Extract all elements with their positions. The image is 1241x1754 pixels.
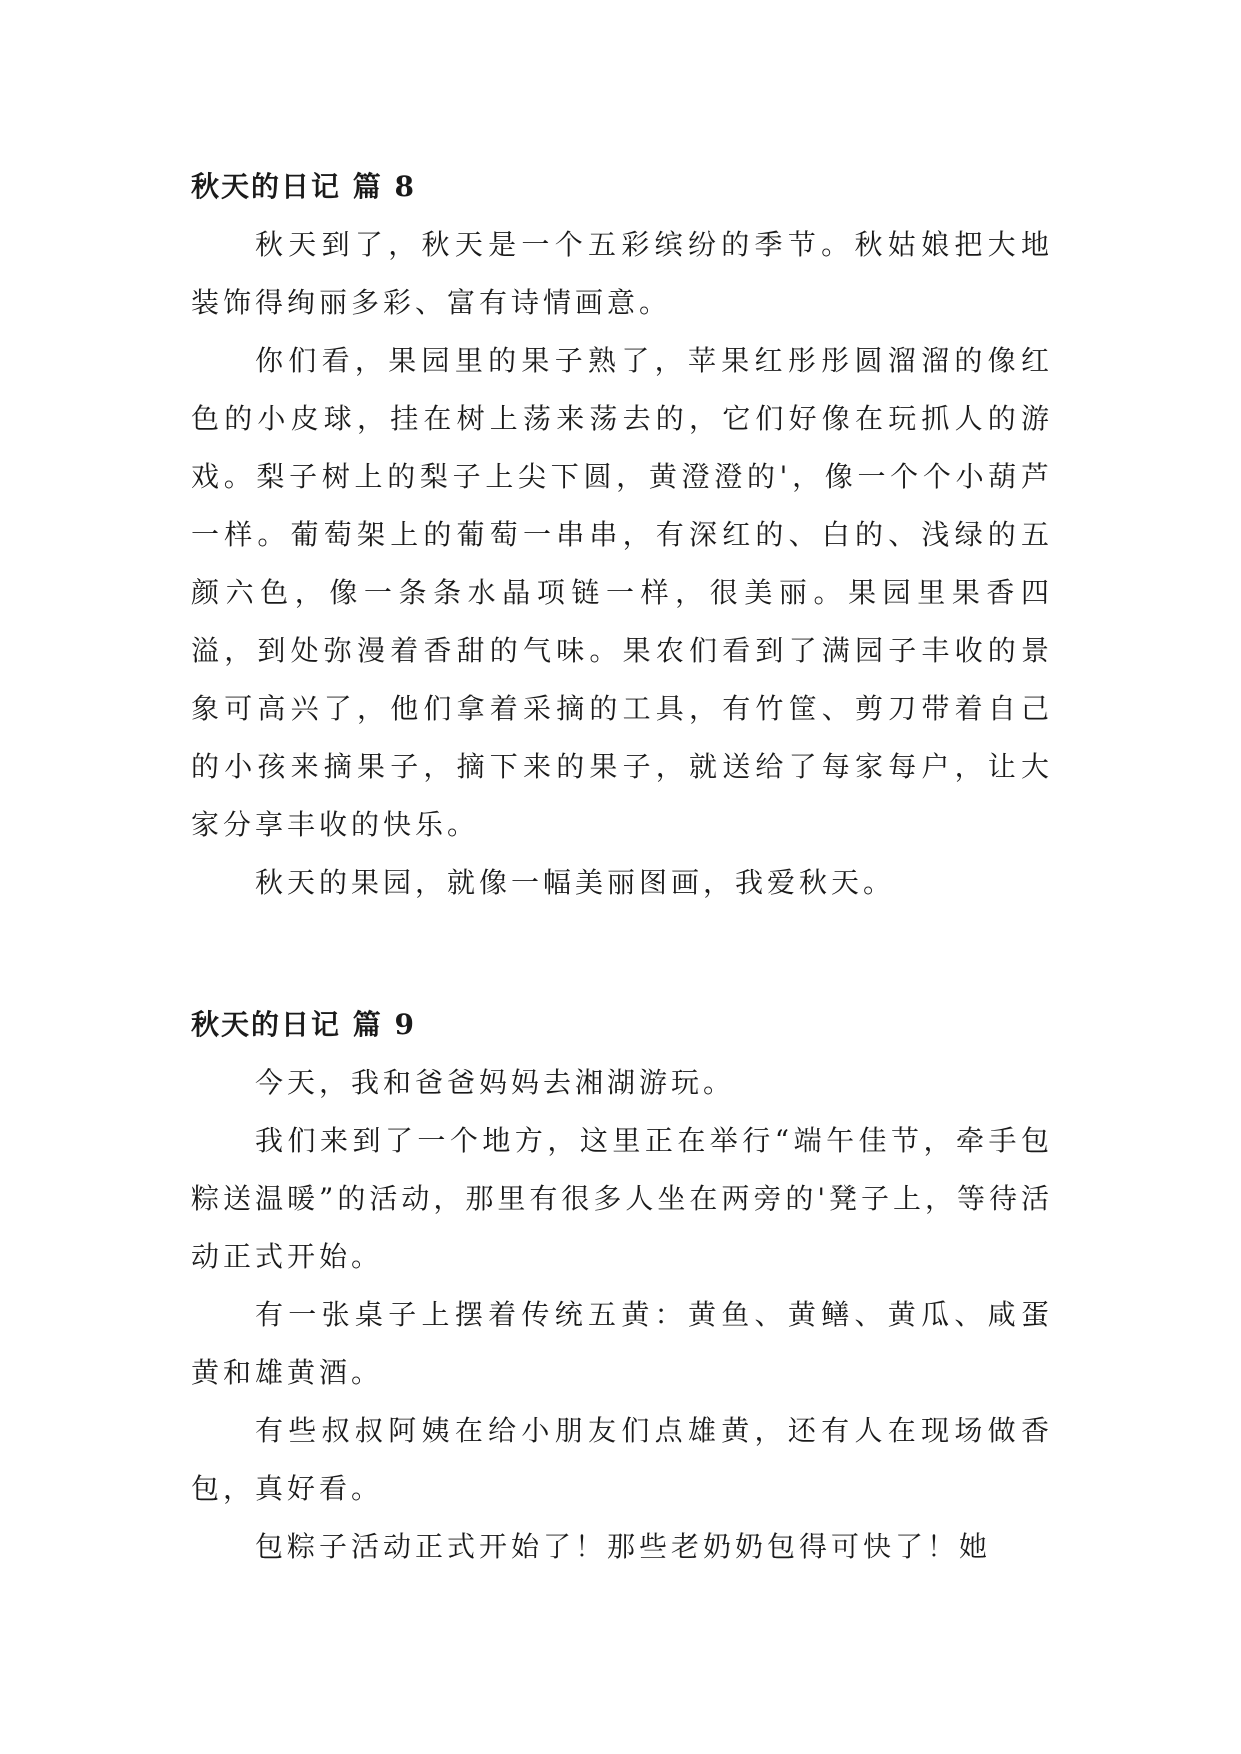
paragraph: 今天，我和爸爸妈妈去湘湖游玩。	[255, 1066, 736, 1099]
section-heading: 秋天的日记 篇 9	[191, 1008, 416, 1041]
diary-section-9	[191, 996, 1053, 1576]
paragraph: 有一张桌子上摆着传统五黄：黄鱼、黄鳝、黄瓜、咸蛋黄和雄黄酒。	[191, 1298, 1053, 1389]
paragraph: 秋天到了，秋天是一个五彩缤纷的季节。秋姑娘把大地装饰得绚丽多彩、富有诗情画意。	[191, 228, 1053, 319]
paragraph: 我们来到了一个地方，这里正在举行“端午佳节，牵手包粽送温暖”的活动，那里有很多人坐在两旁的'凳子上，等待活动正式开始。	[191, 1124, 1054, 1273]
paragraph: 包粽子活动正式开始了！那些老奶奶包得可快了！她	[255, 1530, 992, 1563]
document-body	[191, 158, 1053, 1576]
section-heading: 秋天的日记 篇 8	[191, 170, 416, 203]
paragraph: 有些叔叔阿姨在给小朋友们点雄黄，还有人在现场做香包，真好看。	[191, 1414, 1053, 1505]
paragraph: 秋天的果园，就像一幅美丽图画，我爱秋天。	[255, 866, 896, 899]
section-spacer	[191, 912, 1053, 996]
diary-section-8	[191, 158, 1053, 912]
paragraph: 你们看，果园里的果子熟了，苹果红彤彤圆溜溜的像红色的小皮球，挂在树上荡来荡去的，它们好像在玩抓人的游戏。梨子树上的梨子上尖下圆，黄澄澄的'，像一个个小葫芦一样。葡萄架上的葡萄一串串，有深红的、白的、浅绿的五颜六色，像一条条水晶项链一样，很美丽。果园里果香四溢，到处弥漫着香甜的气味。果农们看到了满园子丰收的景象可高兴了，他们拿着采摘的工具，有竹筐、剪刀带着自己的小孩来摘果子，摘下来的果子，就送给了每家每户，让大家分享丰收的快乐。	[191, 344, 1053, 841]
